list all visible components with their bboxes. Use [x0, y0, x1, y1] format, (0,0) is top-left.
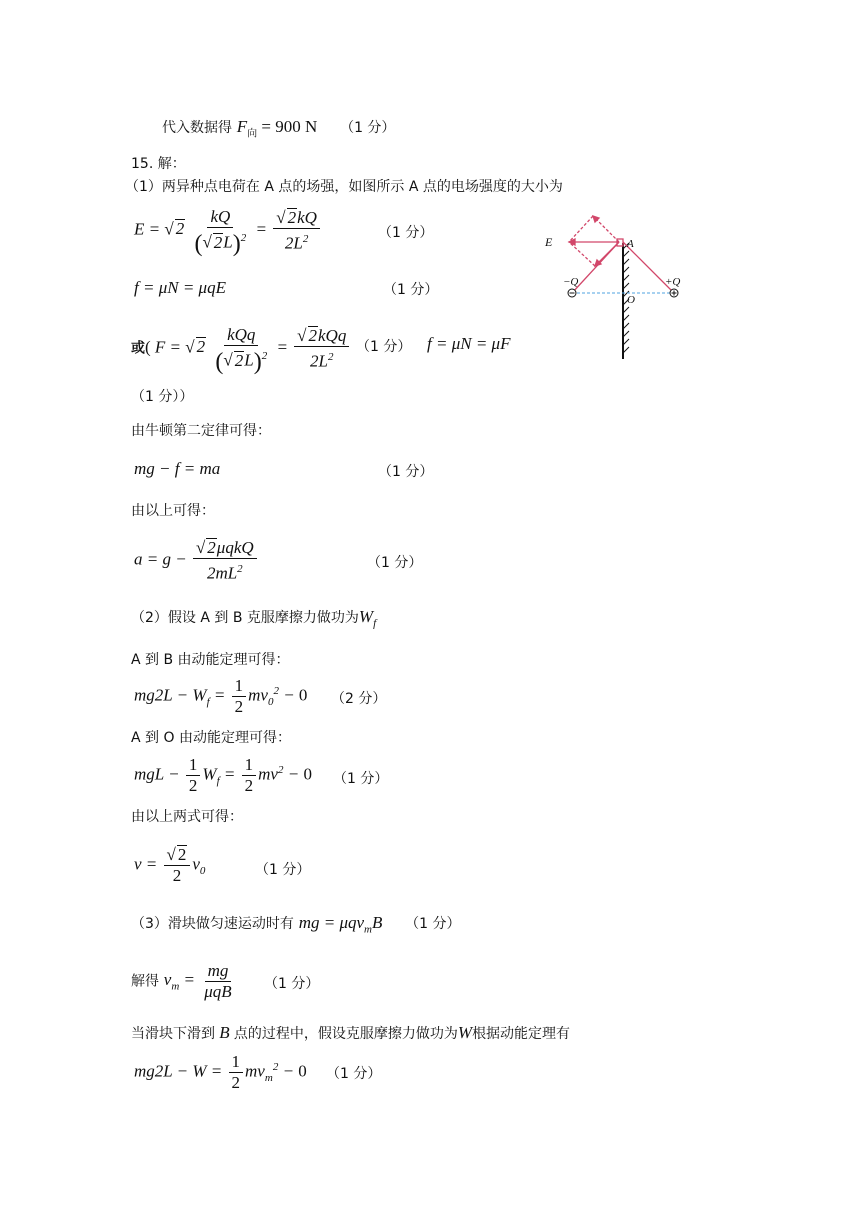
- label-posQ: +Q: [665, 276, 681, 288]
- newton-intro: 由牛顿第二定律可得：: [131, 423, 271, 439]
- score-ab: （2 分）: [331, 691, 387, 707]
- ao-intro: A 到 O 由动能定理可得：: [131, 730, 291, 746]
- problem-heading: 15. 解：: [131, 156, 186, 172]
- score-v: （1 分）: [255, 862, 311, 878]
- equation-force-alt: 或( F = √ 2 $\frac{\text{kQq}}{(√ 2L)^2}$ = $\frac{\text{√ 2kQq}}{2L^2}$: [131, 325, 351, 372]
- field-diagram: [545, 213, 688, 363]
- charge-neg: [568, 289, 576, 297]
- score-f: （1 分）: [383, 282, 439, 298]
- equation-ao: mgL − $\frac{1}{2}$ $W_f$ = $\frac{1}{2}$ $mv^2 - 0$: [134, 755, 312, 795]
- equation-e: E = √ 2 $\frac{kQ}{(√ 2L)^2}$ = $\frac{√ 2kQ}{2L^2}$: [134, 207, 322, 254]
- label-O: O: [627, 294, 635, 306]
- last-intro: 当滑块下滑到 B 点的过程中，假设克服摩擦力做功为W根据动能定理有: [131, 1023, 571, 1042]
- part1-intro: （1）两异种点电荷在 A 点的场强，如图所示 A 点的电场强度的大小为: [125, 179, 563, 195]
- label-E: E: [545, 235, 553, 249]
- ab-intro: A 到 B 由动能定理可得：: [131, 652, 290, 668]
- equation-acceleration: a = g − $\frac{\text{√ 2μqkQ}}{2mL^2}$: [134, 538, 259, 584]
- score-ao: （1 分）: [333, 771, 389, 787]
- equation-ab: $mg2L - W_f$ = $\frac{1}{2}$ $mv_0^2 - 0$: [134, 676, 308, 716]
- part2-intro: （2）假设 A 到 B 克服摩擦力做功为$W_f$: [131, 607, 377, 630]
- two-eq-intro: 由以上两式可得：: [131, 809, 243, 825]
- label-negQ: −Q: [563, 276, 579, 288]
- score-last: （1 分）: [326, 1066, 382, 1082]
- equation-vm: 解得 $v_m$ = $\frac{mg}{\text{μqB}}$: [131, 961, 232, 1001]
- equation-newton: mg − f = ma: [134, 459, 221, 478]
- score-vm: （1 分）: [264, 976, 320, 992]
- equation-friction-alt: f = μN = μF: [427, 334, 511, 353]
- score-F: （1 分）: [356, 339, 412, 355]
- equation-v: v = $\frac{√ 2}{2}$ $v_0$: [134, 845, 206, 885]
- score-newton: （1 分）: [378, 464, 434, 480]
- equation-last: mg2L − W = $\frac{1}{2}$ $mv_m^2 - 0$: [134, 1052, 307, 1092]
- charge-pos: [670, 289, 678, 297]
- score-e: （1 分）: [378, 225, 434, 241]
- field-vectors: [569, 216, 674, 293]
- equation-friction: f = μN = μqE: [134, 278, 226, 297]
- close-paren-score: （1 分））: [131, 389, 194, 405]
- line-force-value: 代入数据得 $F_向 = 900$ N （1 分）: [162, 117, 396, 140]
- from-above-intro: 由以上可得：: [131, 503, 215, 519]
- part3-intro: （3）滑块做匀速运动时有 mg = μqv$_m$B （1 分）: [131, 913, 461, 936]
- label-A: A: [627, 238, 634, 250]
- score-a: （1 分）: [367, 555, 423, 571]
